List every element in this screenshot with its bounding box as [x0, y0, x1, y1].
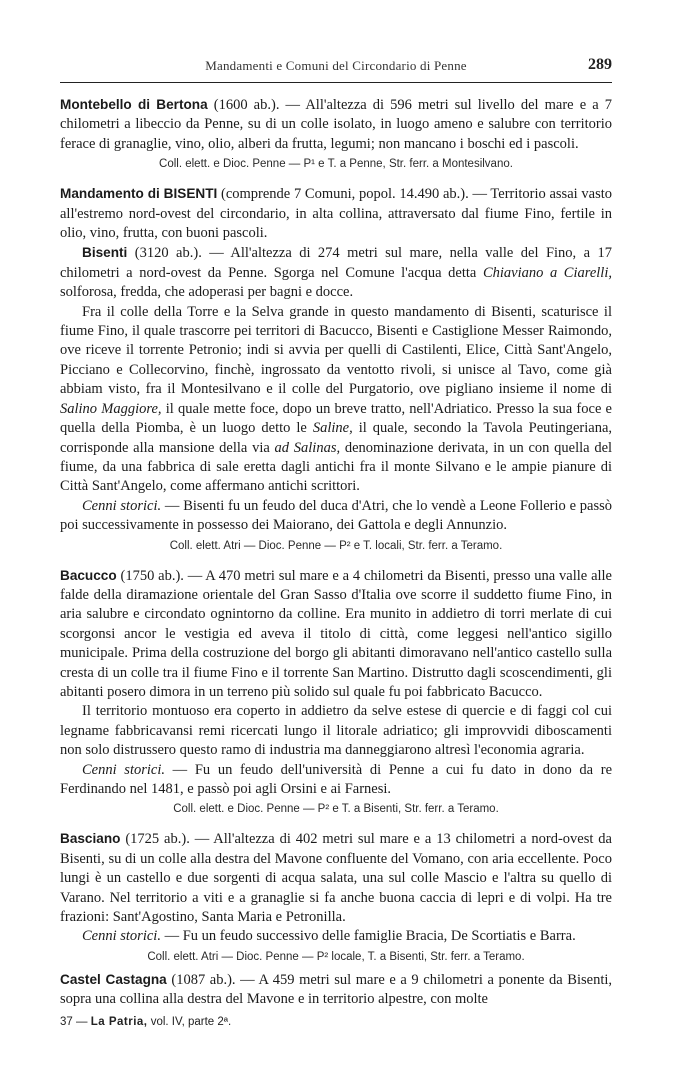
entry-heading: Basciano	[60, 831, 121, 847]
paragraph-text: il quale mette foce, dopo un breve tratto, nell'Adriatico. Presso la sua foce e quella della Piomba, è un luogo detto le	[60, 400, 612, 437]
entry-reference-note: Coll. elett. e Dioc. Penne — P¹ e T. a Penne, Str. ferr. a Montesilvano.	[159, 158, 513, 171]
entry-castel-castagna	[60, 970, 612, 1010]
page-body	[60, 95, 612, 1010]
entry-basciano	[60, 829, 612, 927]
entry-text: (1087 ab.). — A 459 metri sul mare e a 9 chilometri a ponente da Bisenti, sopra una collina alla destra del Mavone e in territorio alpestre, con molte	[60, 971, 612, 1008]
entry-reference-note: Coll. elett. e Dioc. Penne — P² e T. a Bisenti, Str. ferr. a Teramo.	[173, 803, 499, 816]
paragraph-text: denominazione derivata, in un con quella del fiume, da una fabbrica di sale eretta dagli antichi fra il monte Silvano e le ampie pianure di Città Sant'Angelo, come affermano antichi scrittori.	[60, 439, 613, 495]
entry-text: (3120 ab.). — All'altezza di 274 metri sul mare, nella valle del Fino, a 17 chilometri a nord-ovest da Penne. Sgorga nel Comune l'acqua detta	[60, 245, 612, 281]
entry-reference-note: Coll. elett. Atri — Dioc. Penne — P² locale, T. a Bisenti, Str. ferr. a Teramo.	[147, 950, 525, 963]
entry-bacucco	[60, 566, 612, 703]
italic-term: ad Salinas,	[274, 439, 341, 456]
entry-reference-note: Coll. elett. Atri — Dioc. Penne — P² e T. locali, Str. ferr. a Teramo.	[169, 539, 503, 552]
paragraph-text: il quale, secondo la Tavola Peutingeriana, corrisponde alla mansione della via	[60, 420, 613, 456]
history-text: — Fu un feudo successivo delle famiglie Bracia, De Scortiatis e Barra.	[164, 928, 576, 945]
entry-heading: Bacucco	[60, 567, 117, 583]
entry-bisenti	[60, 243, 612, 302]
work-title: La Patria,	[90, 1016, 148, 1028]
entry-text: (1600 ab.). — All'altezza di 596 metri sul livello del mare e a 7 chilometri a libeccio da Penne, su di un colle isolato, in luogo ameno e salubre con territorio ferace di granaglie, vino, olio, alberi da frutta, legumi; non mancano i boschi ed i pascoli.	[60, 97, 613, 152]
paragraph-fino-river	[60, 303, 612, 497]
paragraph-text: Il territorio montuoso era coperto in addietro da selve estese di quercie e di faggi col cui legname fabbricavansi remi ricercati lungo il litorale adriatico; gli improvvidi diboscamenti non solo distrussero questo ramo di industria ma danneggiarono altresì l'economia agraria.	[60, 703, 612, 759]
footer-dash: —	[76, 1016, 88, 1028]
history-text: — Bisenti fu un feudo del duca d'Atri, che lo vendè a Leone Follerio e passò poi successivamente in possesso dei Maiorano, dei Gattola e degli Annunzio.	[60, 497, 613, 534]
entry-text: solforosa, fredda, che adoperasi per bagni e docce.	[60, 284, 354, 301]
entry-heading: Montebello di Bertona	[60, 97, 208, 112]
history-basciano	[60, 927, 612, 946]
italic-term: Salino Maggiore,	[60, 400, 162, 417]
entry-text: (1725 ab.). — All'altezza di 402 metri sul mare e a 13 chilometri a nord-ovest da Bisenti, su di un colle alla destra del Mavone confluente del Vomano, con aria eccellente. Poco lungi è un castello e due sorgenti di acqua salata, una sul colle Mascio e l'altra su quello di Varano. Nel territorio a viti e a granaglie si fa anche buona caccia di lepri e di volpi. Ha tre frazioni: Sant'Agostino, Santa Maria e Petronilla.	[60, 831, 612, 926]
entry-heading: Castel Castagna	[60, 971, 167, 987]
entry-mandamento-bisenti	[60, 184, 612, 243]
paragraph-territory	[60, 702, 612, 760]
entry-text: (comprende 7 Comuni, popol. 14.490 ab.). — Territorio assai vasto all'estremo nord-ovest del circondario, in alta collina, attraversato dal fiume Fino, fertile in olio, vino, frutta, con buoni pascoli.	[60, 186, 612, 242]
page-footer	[60, 1016, 231, 1028]
header-rule	[60, 82, 612, 83]
entry-heading: Bisenti	[82, 245, 128, 261]
history-bisenti	[60, 497, 612, 536]
entry-heading: Mandamento di BISENTI	[60, 186, 218, 202]
history-label: Cenni storici.	[82, 761, 165, 778]
volume-info: vol. IV, parte 2ª.	[150, 1016, 232, 1028]
page-number: 289	[588, 56, 612, 73]
history-bacucco	[60, 761, 612, 800]
entry-montebello	[60, 95, 612, 154]
running-title: Mandamenti e Comuni del Circondario di Penne	[205, 58, 467, 73]
entry-text: (1750 ab.). — A 470 metri sul mare e a 4 chilometri da Bisenti, presso una valle alle falde della diramazione orientale del Gran Sasso d'Italia ove scorre il suddetto fiume Fino, in aria salubre e circondato ognintorno da colline. Era munito in addietro di torri merlate di cui scorgonsi ancor le vestigia ed aveva il titolo di città, come leggesi nell'antico sigillo municipale. Prima della costruzione del borgo gli abitanti dimoravano nell'antico castello sulla cresta di un colle tra il fiume Fino e il torrente San Martino. Distrutto dagli scoscendimenti, gli abitanti posero dimora in un terreno più solido sul quale fu poi fabbricato Bacucco.	[60, 567, 612, 700]
italic-term: Saline,	[312, 420, 353, 437]
signature-number: 37	[60, 1016, 73, 1028]
history-label: Cenni storici.	[82, 497, 162, 514]
history-label: Cenni storici.	[82, 928, 161, 945]
paragraph-text: Fra il colle della Torre e la Selva grande in questo mandamento di Bisenti, scaturisce il fiume Fino, il quale trascorre pei territori di Bacucco, Bisenti e Castiglione Messer Raimondo, ove riceve il torrente Petronio; indi si avvia per quelli di Castilenti, Elice, Città Sant'Angelo, Picciano e Collecorvino, finchè, ingrossato da ventotto rivoli, si unisce al Tavo, come già abbiam visto, fra il Montesilvano e il colle del Purgatorio, ove pigliano insieme il nome di	[60, 303, 612, 398]
page-header	[60, 58, 612, 78]
history-text: — Fu un feudo dell'università di Penne a cui fu dato in dono da re Ferdinando nel 1481, e passò poi agli Orsini e ai Farnesi.	[60, 761, 613, 797]
italic-term: Chiaviano a Ciarelli,	[482, 264, 612, 281]
